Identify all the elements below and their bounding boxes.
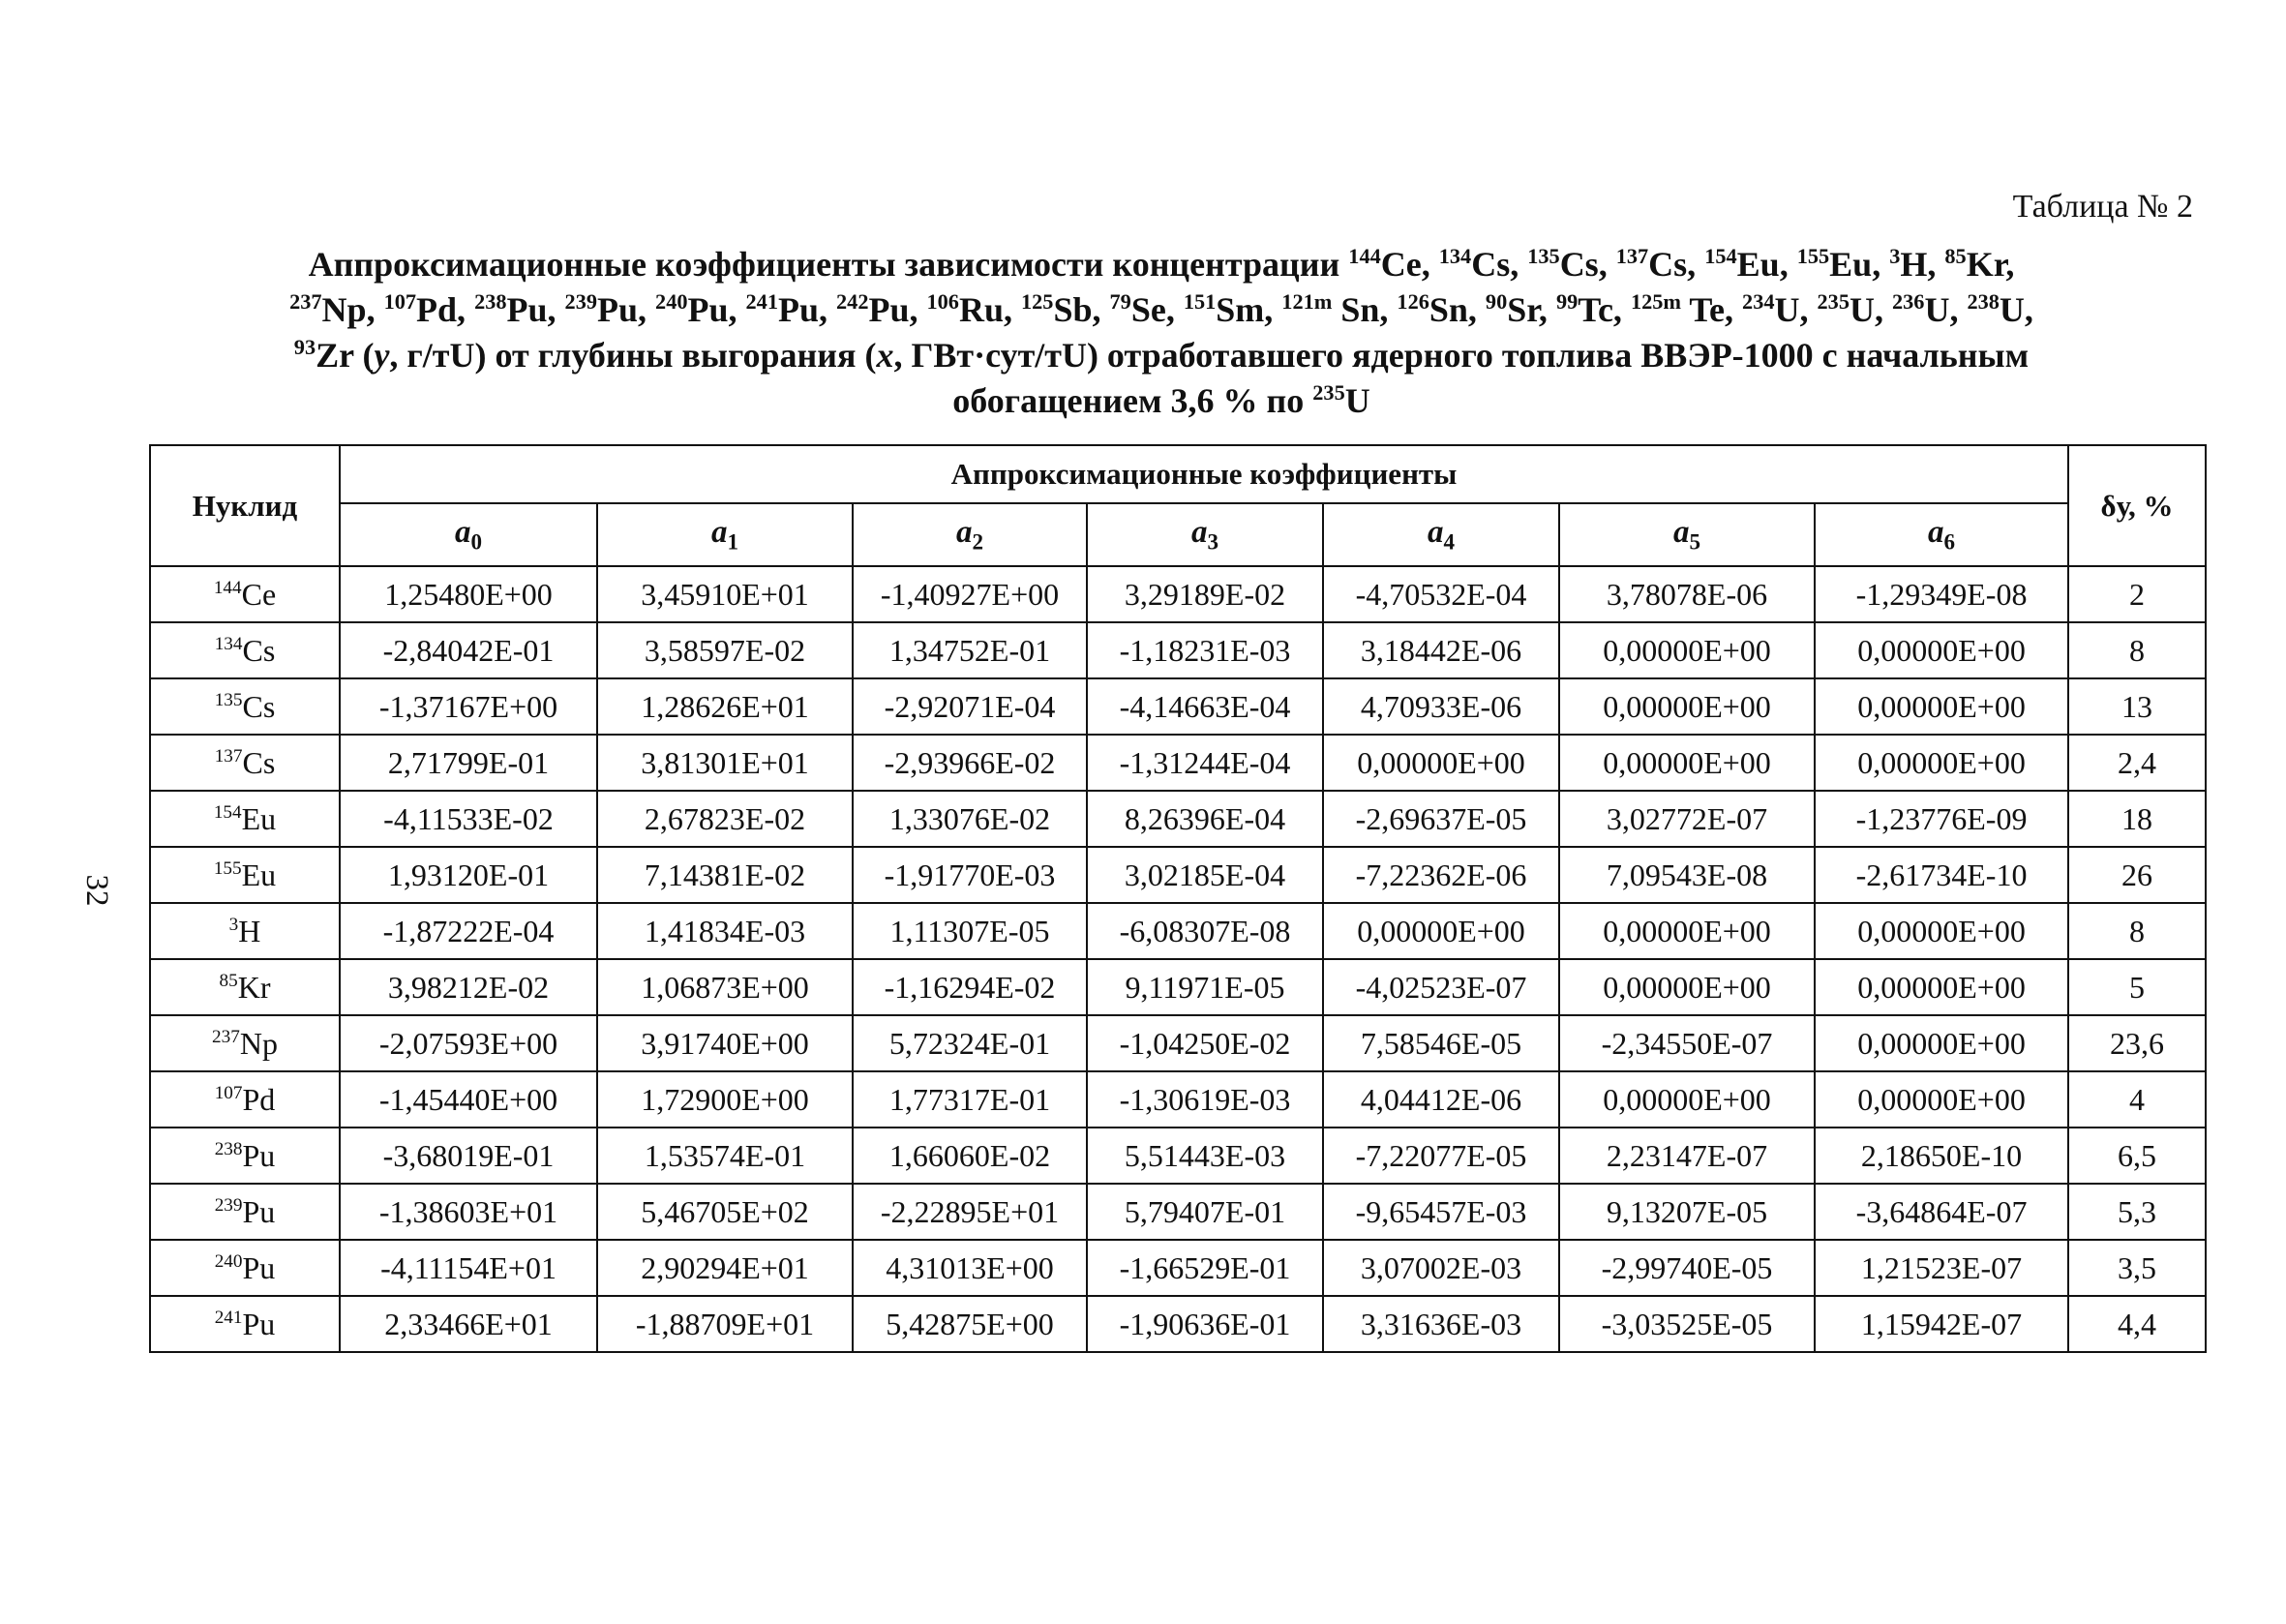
cell-a0: 2,71799E-01 <box>340 735 597 791</box>
cell-a0: -4,11154E+01 <box>340 1240 597 1296</box>
cell-a2: -1,91770E-03 <box>853 847 1087 903</box>
nuclide-mass-number: 135 <box>214 689 243 710</box>
cell-a1: 3,45910E+01 <box>597 566 853 622</box>
column-header-a6 <box>1815 503 2068 566</box>
cell-a4: 4,70933E-06 <box>1323 678 1559 735</box>
cell-nuclide <box>150 1015 340 1071</box>
cell-a1: 1,41834E-03 <box>597 903 853 959</box>
cell-a4: -7,22077E-05 <box>1323 1128 1559 1184</box>
cell-a6: 0,00000E+00 <box>1815 959 2068 1015</box>
title-text: U, <box>1849 290 1892 329</box>
cell-a5: 0,00000E+00 <box>1559 903 1815 959</box>
coef-symbol: a <box>454 514 471 550</box>
cell-a3: 8,26396E-04 <box>1087 791 1323 847</box>
title-superscript: 236 <box>1891 288 1925 314</box>
cell-a2: 5,42875E+00 <box>853 1296 1087 1352</box>
coef-index: 1 <box>727 528 739 555</box>
header-row-1 <box>150 445 2206 503</box>
cell-a3: -1,30619E-03 <box>1087 1071 1323 1128</box>
cell-a0: -1,38603E+01 <box>340 1184 597 1240</box>
cell-a3: -1,66529E-01 <box>1087 1240 1323 1296</box>
title-superscript: 234 <box>1742 288 1775 314</box>
cell-a6: -1,29349E-08 <box>1815 566 2068 622</box>
nuclide-mass-number: 154 <box>213 801 242 823</box>
nuclide-mass-number: 241 <box>214 1307 243 1328</box>
nuclide-element: Pu <box>242 1307 276 1341</box>
cell-a1: 1,28626E+01 <box>597 678 853 735</box>
cell-a2: 1,77317E-01 <box>853 1071 1087 1128</box>
nuclide-mass-number: 239 <box>214 1194 243 1216</box>
cell-a1: 1,53574E-01 <box>597 1128 853 1184</box>
title-text: Pu, <box>777 290 836 329</box>
cell-a0: -1,87222E-04 <box>340 903 597 959</box>
cell-delta: 6,5 <box>2068 1128 2206 1184</box>
table-row <box>150 1240 2206 1296</box>
cell-a0: -2,84042E-01 <box>340 622 597 678</box>
title-text: , ГВт·сут/тU) отработавшего ядерного топлива ВВЭР-1000 с начальным <box>893 336 2030 375</box>
title-text: Sr, <box>1507 290 1556 329</box>
cell-a4: 0,00000E+00 <box>1323 735 1559 791</box>
table-row <box>150 622 2206 678</box>
nuclide-mass-number: 107 <box>214 1082 243 1103</box>
nuclide-mass-number: 237 <box>212 1026 240 1047</box>
title-superscript: 126 <box>1397 288 1429 314</box>
table-row <box>150 1071 2206 1128</box>
cell-nuclide <box>150 678 340 735</box>
column-header-a2 <box>853 503 1087 566</box>
cell-a1: 5,46705E+02 <box>597 1184 853 1240</box>
title-text: Cs, <box>1471 245 1528 284</box>
cell-nuclide <box>150 959 340 1015</box>
cell-a5: 3,02772E-07 <box>1559 791 1815 847</box>
title-superscript: 240 <box>655 288 688 314</box>
cell-a3: -1,18231E-03 <box>1087 622 1323 678</box>
cell-delta: 4,4 <box>2068 1296 2206 1352</box>
cell-a4: 7,58546E-05 <box>1323 1015 1559 1071</box>
cell-a3: -1,90636E-01 <box>1087 1296 1323 1352</box>
cell-a2: 4,31013E+00 <box>853 1240 1087 1296</box>
table-label: Таблица № 2 <box>2012 189 2193 225</box>
title-text: Eu, <box>1736 245 1797 284</box>
nuclide-element: Eu <box>241 801 277 836</box>
cell-a4: -4,70532E-04 <box>1323 566 1559 622</box>
cell-a6: 0,00000E+00 <box>1815 622 2068 678</box>
cell-nuclide <box>150 903 340 959</box>
title-text: Pu, <box>506 290 565 329</box>
cell-a4: 0,00000E+00 <box>1323 903 1559 959</box>
title-superscript: 137 <box>1615 243 1649 268</box>
cell-a5: 0,00000E+00 <box>1559 622 1815 678</box>
cell-a5: -2,34550E-07 <box>1559 1015 1815 1071</box>
nuclide-element: Cs <box>242 745 276 780</box>
cell-a6: 0,00000E+00 <box>1815 903 2068 959</box>
cell-delta: 18 <box>2068 791 2206 847</box>
title-superscript: 125 <box>1020 288 1054 314</box>
nuclide-mass-number: 238 <box>214 1138 243 1159</box>
table-row <box>150 678 2206 735</box>
cell-a4: 3,07002E-03 <box>1323 1240 1559 1296</box>
column-header-a0 <box>340 503 597 566</box>
title-superscript: 135 <box>1527 243 1560 268</box>
coef-index: 4 <box>1443 528 1456 555</box>
nuclide-element: Pu <box>242 1138 276 1173</box>
title-superscript: 238 <box>474 288 507 314</box>
title-text: Ce, <box>1380 245 1439 284</box>
title-text: U, <box>1999 290 2033 329</box>
cell-delta: 2,4 <box>2068 735 2206 791</box>
nuclide-element: Kr <box>237 970 271 1005</box>
title-line-1 <box>155 242 2168 287</box>
cell-a1: 3,81301E+01 <box>597 735 853 791</box>
column-group-header-coefficients: Аппроксимационные коэффициенты <box>340 445 2068 503</box>
cell-a2: -1,40927E+00 <box>853 566 1087 622</box>
cell-a5: 0,00000E+00 <box>1559 1071 1815 1128</box>
column-header-a1 <box>597 503 853 566</box>
title-superscript: 239 <box>564 288 598 314</box>
cell-nuclide <box>150 791 340 847</box>
cell-a6: 0,00000E+00 <box>1815 1015 2068 1071</box>
table-body <box>150 566 2206 1352</box>
title-superscript: 237 <box>289 288 322 314</box>
cell-delta: 8 <box>2068 903 2206 959</box>
column-header-delta: δу, % <box>2068 445 2206 566</box>
cell-nuclide <box>150 622 340 678</box>
title-text: Sn, <box>1429 290 1486 329</box>
nuclide-mass-number: 134 <box>214 633 243 654</box>
cell-delta: 23,6 <box>2068 1015 2206 1071</box>
nuclide-element: Eu <box>241 857 277 892</box>
table-row <box>150 566 2206 622</box>
title-superscript: 79 <box>1109 288 1131 314</box>
table-row <box>150 735 2206 791</box>
cell-a0: -1,45440E+00 <box>340 1071 597 1128</box>
title-text: Kr, <box>1966 245 2015 284</box>
cell-a1: 1,72900E+00 <box>597 1071 853 1128</box>
title-text: Sb, <box>1053 290 1110 329</box>
title-text: обогащением 3,6 % по <box>952 381 1313 420</box>
title-text: Pd, <box>416 290 475 329</box>
cell-a5: 0,00000E+00 <box>1559 735 1815 791</box>
coef-symbol: a <box>1427 514 1444 550</box>
nuclide-element: Pu <box>242 1250 276 1285</box>
nuclide-mass-number: 3 <box>228 914 239 935</box>
title-text: U <box>1344 381 1370 420</box>
cell-delta: 26 <box>2068 847 2206 903</box>
cell-delta: 5,3 <box>2068 1184 2206 1240</box>
cell-a0: -3,68019E-01 <box>340 1128 597 1184</box>
title-superscript: 155 <box>1796 243 1830 268</box>
cell-a3: 3,29189E-02 <box>1087 566 1323 622</box>
title-text: U, <box>1924 290 1968 329</box>
header-row-2 <box>150 503 2206 566</box>
cell-a1: 3,58597E-02 <box>597 622 853 678</box>
title-text: Sn, <box>1332 290 1398 329</box>
cell-delta: 8 <box>2068 622 2206 678</box>
cell-a6: 1,15942E-07 <box>1815 1296 2068 1352</box>
column-header-a4 <box>1323 503 1559 566</box>
cell-a1: 2,90294E+01 <box>597 1240 853 1296</box>
title-variable: у <box>374 336 390 375</box>
nuclide-element: Pu <box>242 1194 276 1229</box>
cell-a3: 5,51443E-03 <box>1087 1128 1323 1184</box>
cell-a6: -3,64864E-07 <box>1815 1184 2068 1240</box>
nuclide-element: H <box>238 914 261 948</box>
title-text: H, <box>1900 245 1945 284</box>
table-row <box>150 1184 2206 1240</box>
nuclide-element: Pd <box>242 1082 276 1117</box>
cell-nuclide <box>150 1184 340 1240</box>
cell-a4: -4,02523E-07 <box>1323 959 1559 1015</box>
cell-a2: -1,16294E-02 <box>853 959 1087 1015</box>
cell-delta: 3,5 <box>2068 1240 2206 1296</box>
column-header-a3 <box>1087 503 1323 566</box>
cell-a6: 2,18650E-10 <box>1815 1128 2068 1184</box>
cell-delta: 2 <box>2068 566 2206 622</box>
table-row <box>150 903 2206 959</box>
title-variable: x <box>876 336 894 375</box>
nuclide-mass-number: 137 <box>214 745 243 767</box>
cell-a0: -2,07593E+00 <box>340 1015 597 1071</box>
title-text: Cs, <box>1559 245 1616 284</box>
cell-a5: 0,00000E+00 <box>1559 678 1815 735</box>
column-header-a5 <box>1559 503 1815 566</box>
title-superscript: 242 <box>836 288 869 314</box>
title-text: Ru, <box>958 290 1021 329</box>
cell-nuclide <box>150 735 340 791</box>
table-row <box>150 959 2206 1015</box>
cell-a4: 3,31636E-03 <box>1323 1296 1559 1352</box>
coef-index: 0 <box>470 528 483 555</box>
cell-a3: 3,02185E-04 <box>1087 847 1323 903</box>
title-text: Аппроксимационные коэффициенты зависимости концентрации <box>308 245 1349 284</box>
table-row <box>150 1015 2206 1071</box>
nuclide-mass-number: 240 <box>214 1250 243 1272</box>
cell-nuclide <box>150 847 340 903</box>
cell-a2: -2,22895E+01 <box>853 1184 1087 1240</box>
title-superscript: 154 <box>1704 243 1737 268</box>
cell-a5: 7,09543E-08 <box>1559 847 1815 903</box>
cell-a5: -2,99740E-05 <box>1559 1240 1815 1296</box>
title-text: Te, <box>1681 290 1743 329</box>
nuclide-element: Cs <box>242 633 276 668</box>
title-text: Sm, <box>1216 290 1282 329</box>
title-text: Se, <box>1130 290 1184 329</box>
cell-a1: 7,14381E-02 <box>597 847 853 903</box>
cell-nuclide <box>150 1240 340 1296</box>
title-superscript: 134 <box>1438 243 1472 268</box>
coef-symbol: a <box>710 514 728 550</box>
cell-nuclide <box>150 1296 340 1352</box>
coefficients-table <box>149 444 2207 1353</box>
cell-a3: -4,14663E-04 <box>1087 678 1323 735</box>
title-text: Np, <box>321 290 384 329</box>
table-row <box>150 1128 2206 1184</box>
title-text: Zr ( <box>316 336 375 375</box>
cell-a0: 2,33466E+01 <box>340 1296 597 1352</box>
title-superscript: 93 <box>293 334 316 359</box>
coef-index: 6 <box>1943 528 1956 555</box>
title-superscript: 125m <box>1630 288 1681 314</box>
coef-symbol: a <box>1927 514 1944 550</box>
cell-a4: 3,18442E-06 <box>1323 622 1559 678</box>
coef-symbol: a <box>955 514 973 550</box>
cell-a2: 1,34752E-01 <box>853 622 1087 678</box>
nuclide-element: Ce <box>241 577 277 612</box>
nuclide-mass-number: 155 <box>213 857 242 879</box>
cell-a6: 0,00000E+00 <box>1815 735 2068 791</box>
title-superscript: 121m <box>1281 288 1333 314</box>
cell-a4: -7,22362E-06 <box>1323 847 1559 903</box>
title-superscript: 107 <box>383 288 417 314</box>
nuclide-element: Cs <box>242 689 276 724</box>
cell-a6: 0,00000E+00 <box>1815 678 2068 735</box>
title-superscript: 241 <box>745 288 778 314</box>
cell-a1: 2,67823E-02 <box>597 791 853 847</box>
cell-a3: -1,31244E-04 <box>1087 735 1323 791</box>
cell-a1: 3,91740E+00 <box>597 1015 853 1071</box>
title-text: Cs, <box>1648 245 1705 284</box>
cell-a2: -2,92071E-04 <box>853 678 1087 735</box>
cell-delta: 5 <box>2068 959 2206 1015</box>
title-text: Tc, <box>1578 290 1631 329</box>
cell-a5: -3,03525E-05 <box>1559 1296 1815 1352</box>
cell-delta: 4 <box>2068 1071 2206 1128</box>
coef-index: 5 <box>1689 528 1701 555</box>
title-superscript: 144 <box>1348 243 1381 268</box>
cell-a2: 1,33076E-02 <box>853 791 1087 847</box>
title-superscript: 235 <box>1312 379 1345 405</box>
nuclide-mass-number: 144 <box>213 577 242 598</box>
column-header-nuclide: Нуклид <box>150 445 340 566</box>
cell-nuclide <box>150 1128 340 1184</box>
cell-a6: 1,21523E-07 <box>1815 1240 2068 1296</box>
title-text: Eu, <box>1829 245 1890 284</box>
cell-a1: -1,88709E+01 <box>597 1296 853 1352</box>
title-superscript: 238 <box>1967 288 2000 314</box>
table-row <box>150 1296 2206 1352</box>
cell-a3: 5,79407E-01 <box>1087 1184 1323 1240</box>
cell-nuclide <box>150 1071 340 1128</box>
cell-a1: 1,06873E+00 <box>597 959 853 1015</box>
nuclide-element: Np <box>239 1026 278 1061</box>
table-title <box>155 242 2168 424</box>
cell-a6: -2,61734E-10 <box>1815 847 2068 903</box>
title-line-3 <box>155 333 2168 378</box>
title-text: Pu, <box>687 290 746 329</box>
table-row <box>150 847 2206 903</box>
title-superscript: 235 <box>1817 288 1850 314</box>
coef-index: 2 <box>972 528 984 555</box>
title-superscript: 151 <box>1183 288 1217 314</box>
title-text: Pu, <box>597 290 656 329</box>
cell-delta: 13 <box>2068 678 2206 735</box>
coef-symbol: a <box>1672 514 1690 550</box>
title-text: U, <box>1774 290 1818 329</box>
cell-a0: -4,11533E-02 <box>340 791 597 847</box>
title-superscript: 99 <box>1555 288 1579 314</box>
cell-a5: 2,23147E-07 <box>1559 1128 1815 1184</box>
cell-a6: 0,00000E+00 <box>1815 1071 2068 1128</box>
title-text: Pu, <box>868 290 927 329</box>
cell-a5: 3,78078E-06 <box>1559 566 1815 622</box>
cell-a2: 1,66060E-02 <box>853 1128 1087 1184</box>
page-number: 32 <box>79 874 114 907</box>
coef-index: 3 <box>1207 528 1219 555</box>
title-superscript: 90 <box>1485 288 1508 314</box>
cell-a0: 3,98212E-02 <box>340 959 597 1015</box>
cell-a2: 1,11307E-05 <box>853 903 1087 959</box>
title-superscript: 85 <box>1944 243 1967 268</box>
cell-a4: -2,69637E-05 <box>1323 791 1559 847</box>
title-line-2 <box>155 287 2168 333</box>
title-text: , г/тU) от глубины выгорания ( <box>389 336 877 375</box>
cell-a0: 1,25480E+00 <box>340 566 597 622</box>
cell-a6: -1,23776E-09 <box>1815 791 2068 847</box>
cell-a4: -9,65457E-03 <box>1323 1184 1559 1240</box>
cell-a5: 0,00000E+00 <box>1559 959 1815 1015</box>
cell-a3: 9,11971E-05 <box>1087 959 1323 1015</box>
cell-a0: 1,93120E-01 <box>340 847 597 903</box>
title-superscript: 106 <box>926 288 959 314</box>
table-row <box>150 791 2206 847</box>
title-line-4 <box>155 378 2168 424</box>
cell-a0: -1,37167E+00 <box>340 678 597 735</box>
cell-a2: -2,93966E-02 <box>853 735 1087 791</box>
cell-a4: 4,04412E-06 <box>1323 1071 1559 1128</box>
title-superscript: 3 <box>1889 243 1901 268</box>
cell-nuclide <box>150 566 340 622</box>
cell-a5: 9,13207E-05 <box>1559 1184 1815 1240</box>
coef-symbol: a <box>1190 514 1208 550</box>
cell-a3: -6,08307E-08 <box>1087 903 1323 959</box>
cell-a3: -1,04250E-02 <box>1087 1015 1323 1071</box>
cell-a2: 5,72324E-01 <box>853 1015 1087 1071</box>
nuclide-mass-number: 85 <box>219 970 238 991</box>
